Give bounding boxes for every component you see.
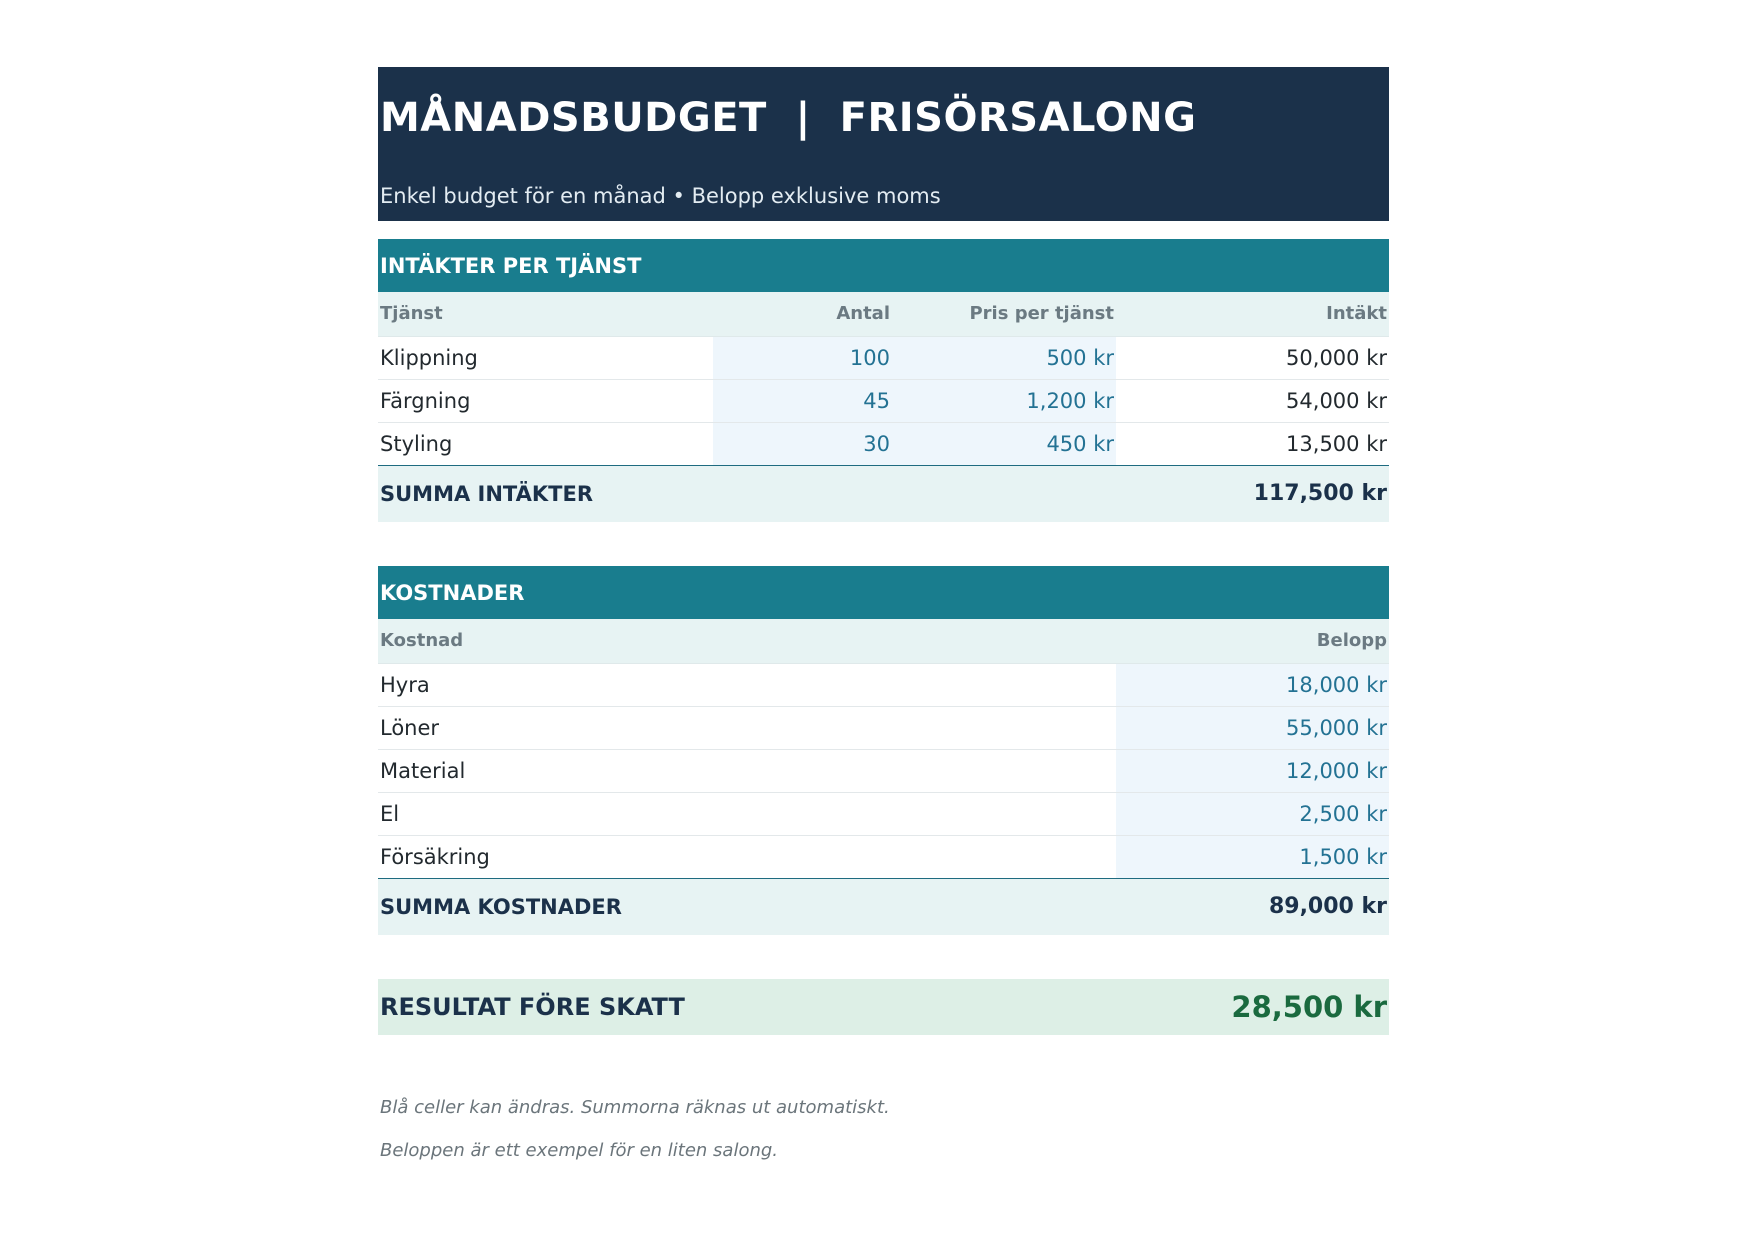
revenue-column-headers — [378, 292, 1389, 336]
col-header-amount: Belopp — [1116, 619, 1389, 663]
page-subtitle: Enkel budget för en månad • Belopp exklusive moms — [380, 184, 941, 208]
cost-name: Hyra — [378, 663, 1116, 706]
page-title: MÅNADSBUDGET | FRISÖRSALONG — [380, 95, 1197, 141]
amount-cell[interactable]: 12,000 kr — [1116, 749, 1389, 792]
table-row — [378, 422, 1389, 465]
budget-sheet — [378, 67, 1389, 1182]
revenue-section-title: INTÄKTER PER TJÄNST — [380, 253, 642, 278]
title-block — [378, 67, 1389, 221]
notes — [378, 1096, 1389, 1182]
costs-total-value: 89,000 kr — [1116, 878, 1389, 935]
revenue-cell: 13,500 kr — [1116, 422, 1389, 465]
cost-name: Löner — [378, 706, 1116, 749]
amount-cell[interactable]: 55,000 kr — [1116, 706, 1389, 749]
revenue-section-header — [378, 239, 1389, 292]
revenue-total-row — [378, 465, 1389, 522]
table-row — [378, 749, 1389, 792]
revenue-total-value: 117,500 kr — [1116, 465, 1389, 522]
result-row — [378, 979, 1389, 1035]
col-header-revenue: Intäkt — [1116, 292, 1389, 336]
costs-section-title: KOSTNADER — [380, 580, 525, 605]
count-cell[interactable]: 30 — [713, 422, 892, 465]
note-example-amounts: Beloppen är ett exempel för en liten salong. — [380, 1140, 779, 1161]
count-cell[interactable]: 100 — [713, 336, 892, 379]
col-header-count: Antal — [713, 292, 892, 336]
costs-total-label: SUMMA KOSTNADER — [378, 878, 1116, 935]
costs-total-row — [378, 878, 1389, 935]
price-cell[interactable]: 1,200 kr — [892, 379, 1116, 422]
table-row — [378, 792, 1389, 835]
revenue-total-label: SUMMA INTÄKTER — [378, 465, 1116, 522]
costs-section-header — [378, 566, 1389, 619]
note-editable-cells: Blå celler kan ändras. Summorna räknas ut automatiskt. — [380, 1097, 890, 1118]
service-name: Styling — [378, 422, 713, 465]
result-label: RESULTAT FÖRE SKATT — [380, 993, 685, 1021]
col-header-service: Tjänst — [378, 292, 713, 336]
costs-table — [378, 619, 1389, 935]
count-cell[interactable]: 45 — [713, 379, 892, 422]
cost-name: Material — [378, 749, 1116, 792]
col-header-cost: Kostnad — [378, 619, 1116, 663]
amount-cell[interactable]: 18,000 kr — [1116, 663, 1389, 706]
revenue-cell: 54,000 kr — [1116, 379, 1389, 422]
price-cell[interactable]: 500 kr — [892, 336, 1116, 379]
amount-cell[interactable]: 1,500 kr — [1116, 835, 1389, 878]
col-header-price: Pris per tjänst — [892, 292, 1116, 336]
costs-column-headers — [378, 619, 1389, 663]
service-name: Klippning — [378, 336, 713, 379]
table-row — [378, 835, 1389, 878]
revenue-table — [378, 292, 1389, 522]
revenue-cell: 50,000 kr — [1116, 336, 1389, 379]
price-cell[interactable]: 450 kr — [892, 422, 1116, 465]
table-row — [378, 663, 1389, 706]
table-row — [378, 706, 1389, 749]
table-row — [378, 336, 1389, 379]
amount-cell[interactable]: 2,500 kr — [1116, 792, 1389, 835]
cost-name: El — [378, 792, 1116, 835]
service-name: Färgning — [378, 379, 713, 422]
cost-name: Försäkring — [378, 835, 1116, 878]
result-value: 28,500 kr — [1231, 990, 1387, 1024]
table-row — [378, 379, 1389, 422]
